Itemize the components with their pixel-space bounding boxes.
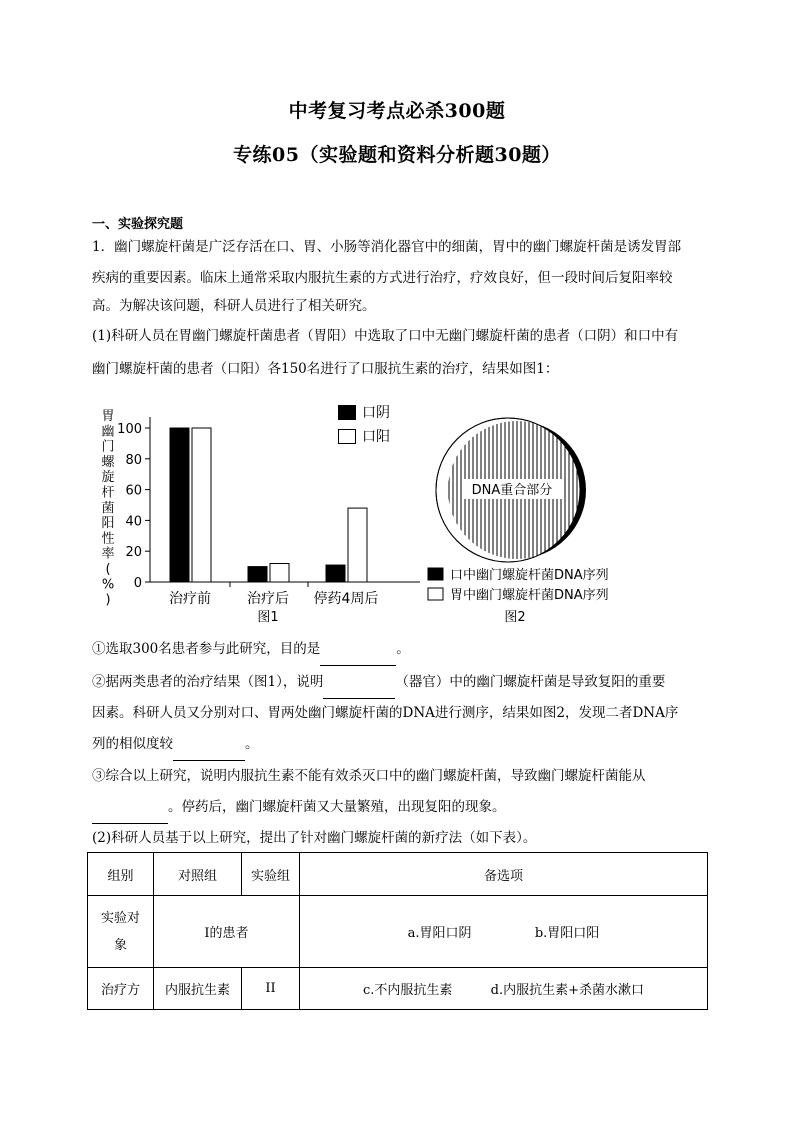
legend-swatch-white bbox=[428, 588, 443, 600]
table-row bbox=[88, 896, 708, 968]
bar bbox=[170, 428, 189, 582]
legend-stomach-dna: 胃中幽门螺旋杆菌DNA序列 bbox=[450, 588, 609, 603]
answer-blank-1[interactable] bbox=[320, 634, 396, 666]
bar bbox=[192, 428, 211, 582]
sub2-text-a: ②据两类患者的治疗结果（图1），说明 bbox=[92, 674, 324, 690]
y-axis-label-char: 螺 bbox=[101, 454, 115, 470]
sub-question-2-line1 bbox=[92, 667, 712, 699]
y-tick-label: 20 bbox=[125, 545, 142, 561]
y-axis-label-char: 率 bbox=[101, 546, 115, 562]
control-cell: 内服抗生素 bbox=[154, 968, 242, 1010]
question-intro-line3: 高。为解决该问题，科研人员进行了相关研究。 bbox=[92, 298, 376, 314]
bar bbox=[270, 564, 289, 582]
overlap-label: DNA重合部分 bbox=[471, 483, 553, 498]
sub3-text: 。停药后，幽门螺旋杆菌又大量繁殖，出现复阳的现象。 bbox=[168, 799, 506, 815]
y-axis-label-char: ( bbox=[105, 562, 111, 577]
bar bbox=[348, 508, 367, 582]
sub-question-2-line3 bbox=[92, 729, 712, 761]
row-label-cell: 治疗方 bbox=[88, 968, 154, 1010]
sub1-end: 。 bbox=[396, 641, 410, 657]
sub2-text-c: 列的相似度较 bbox=[92, 736, 173, 752]
y-axis-label-char: ) bbox=[105, 592, 111, 608]
question-intro-line2: 疾病的重要因素。临床上通常采取内服抗生素的方式进行治疗，疗效良好，但一段时间后复阳率较 bbox=[92, 270, 673, 286]
legend-swatch-black bbox=[338, 405, 356, 420]
sub-question-3-line2 bbox=[92, 792, 712, 824]
y-axis-label-char: 门 bbox=[101, 439, 115, 455]
y-axis-label-char: 性 bbox=[101, 531, 115, 547]
x-tick-label: 治疗后 bbox=[247, 591, 289, 607]
x-tick-label: 治疗前 bbox=[169, 591, 211, 607]
y-tick-label: 80 bbox=[125, 452, 142, 468]
sub1-text: ①选取300名患者参与此研究，目的是 bbox=[92, 641, 321, 657]
header-cell: 实验组 bbox=[242, 853, 300, 896]
y-tick-label: 60 bbox=[125, 483, 142, 499]
figure2-caption: 图2 bbox=[504, 610, 526, 625]
legend-item-kouyang bbox=[338, 424, 390, 448]
y-axis-label-char: 胃 bbox=[101, 409, 115, 424]
part2-line: (2)科研人员基于以上研究，提出了针对幽门螺旋杆菌的新疗法（如下表）。 bbox=[92, 830, 537, 846]
y-axis-label-char: 杆 bbox=[101, 485, 115, 501]
legend-label: 口阳 bbox=[362, 429, 390, 445]
bar bbox=[326, 565, 345, 582]
page-subtitle: 专练05（实验题和资料分析题30题） bbox=[233, 144, 561, 166]
y-tick-label: 40 bbox=[125, 514, 142, 530]
bar bbox=[248, 567, 267, 582]
options-cell bbox=[300, 896, 708, 968]
y-axis-label bbox=[101, 409, 115, 608]
question-intro-line1: 1．幽门螺旋杆菌是广泛存活在口、胃、小肠等消化器官中的细菌，胃中的幽门螺旋杆菌是诱发胃部 bbox=[92, 239, 682, 255]
figure1-legend bbox=[338, 400, 390, 448]
part1-line2: 幽门螺旋杆菌的患者（口阳）各150名进行了口服抗生素的治疗，结果如图1： bbox=[92, 361, 559, 377]
header-cell: 对照组 bbox=[154, 853, 242, 896]
table-header-row bbox=[88, 853, 708, 896]
sub-question-3-line1: ③综合以上研究，说明内服抗生素不能有效杀灭口中的幽门螺旋杆菌，导致幽门螺旋杆菌能从 bbox=[92, 768, 646, 784]
answer-blank-2[interactable] bbox=[323, 667, 395, 699]
header-cell: 备选项 bbox=[300, 853, 708, 896]
y-axis-label-char: 幽 bbox=[101, 424, 115, 440]
sub-question-2-line2: 因素。科研人员又分别对口、胃两处幽门螺旋杆菌的DNA进行测序，结果如图2，发现二者DNA序 bbox=[92, 705, 679, 721]
merged-cell: I的患者 bbox=[154, 896, 300, 968]
y-axis-label-char: 阳 bbox=[101, 516, 115, 532]
option-b: b.胃阳口阳 bbox=[534, 926, 600, 941]
legend-label: 口阴 bbox=[362, 405, 390, 421]
experiment-cell: II bbox=[242, 968, 300, 1010]
part1-line1: (1)科研人员在胃幽门螺旋杆菌患者（胃阳）中选取了口中无幽门螺旋杆菌的患者（口阴）和口中有 bbox=[92, 328, 679, 344]
row-label-line: 实验对 bbox=[100, 910, 140, 926]
legend-swatch-white bbox=[338, 429, 356, 444]
y-tick-label: 100 bbox=[117, 422, 142, 437]
sub2-text-b: （器官）中的幽门螺旋杆菌是导致复阳的重要 bbox=[395, 674, 666, 690]
figure1-caption: 图1 bbox=[257, 610, 279, 625]
section-heading: 一、实验探究题 bbox=[92, 217, 184, 232]
y-axis-label-char: 菌 bbox=[101, 500, 115, 516]
figure2-dna-diagram bbox=[420, 415, 650, 630]
answer-blank-3[interactable] bbox=[173, 729, 245, 761]
legend-mouth-dna: 口中幽门螺旋杆菌DNA序列 bbox=[450, 568, 609, 583]
options-cell bbox=[300, 968, 708, 1010]
option-d: d.内服抗生素+杀菌水漱口 bbox=[490, 983, 645, 998]
row-label-line: 象 bbox=[113, 937, 127, 953]
x-tick-label: 停药4周后 bbox=[313, 591, 379, 607]
sub2-text-d: 。 bbox=[245, 736, 259, 752]
table-row bbox=[88, 968, 708, 1010]
option-a: a.胃阳口阴 bbox=[407, 926, 472, 941]
y-axis-label-char: % bbox=[101, 577, 115, 593]
row-label-cell bbox=[88, 896, 154, 968]
legend-item-kouyin bbox=[338, 400, 390, 424]
treatment-table bbox=[87, 852, 708, 1010]
y-axis-label-char: 旋 bbox=[101, 470, 115, 486]
answer-blank-4[interactable] bbox=[92, 792, 168, 824]
y-tick-label: 0 bbox=[133, 576, 142, 591]
header-cell: 组别 bbox=[88, 853, 154, 896]
legend-swatch-black bbox=[428, 568, 443, 580]
sub-question-1 bbox=[92, 634, 712, 666]
page-title: 中考复习考点必杀300题 bbox=[288, 100, 506, 122]
option-c: c.不内服抗生素 bbox=[362, 983, 453, 998]
